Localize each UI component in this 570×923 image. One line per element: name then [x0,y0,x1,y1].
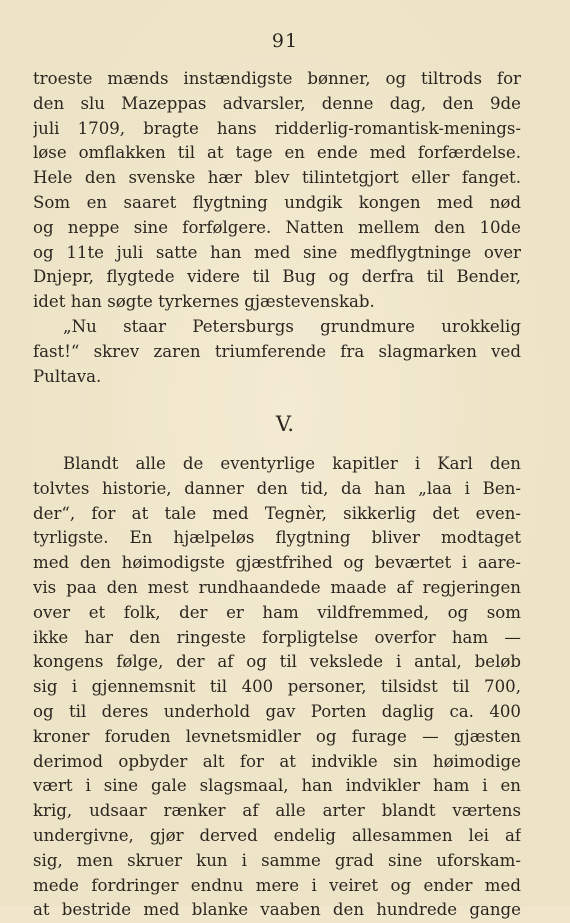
text-line: at bestride med blanke vaaben den hundrede gange [33,900,521,920]
page-number: 91 [271,30,299,52]
text-line: vært i sine gale slagsmaal, han indvikler ham i en [33,776,521,796]
text-line: tolvtes historie, danner den tid, da han „laa i Ben- [33,478,521,498]
paragraph-block-2 [33,452,521,923]
text-line: idet han søgte tyrkernes gjæstevenskab. [33,292,375,312]
text-line: Som en saaret flygtning undgik kongen med nød [33,192,521,212]
text-line: ikke har den ringeste forpligtelse overfor ham — [33,627,521,647]
text-line: og til deres underhold gav Porten daglig ca. 400 [33,701,521,721]
text-line: tyrligste. En hjælpeløs flygtning bliver modtaget [33,528,521,548]
text-line: krig, udsaar rænker af alle arter blandt værtens [33,801,521,821]
text-line: og 11te juli satte han med sine medflygtninge over [33,242,521,262]
text-line: kongens følge, der af og til vekslede i antal, beløb [33,652,521,672]
text-line: og neppe sine forfølgere. Natten mellem den 10de [33,217,521,237]
text-line: Hele den svenske hær blev tilintetgjort eller fanget. [33,168,521,188]
text-line: med den høimodigste gjæstfrihed og beværtet i aare- [33,553,521,573]
text-line: den slu Mazeppas advarsler, denne dag, den 9de [33,93,521,113]
text-line: kroner foruden levnetsmidler og furage — gjæsten [33,726,521,746]
text-line: mede fordringer endnu mere i veiret og ender med [33,875,521,895]
text-line: Pultava. [33,366,102,386]
text-line: troeste mænds instændigste bønner, og tiltrods for [33,69,521,88]
text-line: „Nu staar Petersburgs grundmure urokkelig [63,316,521,336]
text-line: sig, men skruer kun i samme grad sine uforskam- [33,850,521,870]
text-line: Blandt alle de eventyrlige kapitler i Karl den [63,454,521,473]
text-line: løse omflakken til at tage en ende med forfærdelse. [33,143,521,163]
text-line: juli 1709, bragte hans ridderlig-romantisk-menings- [33,118,521,138]
text-line: sig i gjennemsnit til 400 personer, tilsidst til 700, [33,677,521,697]
text-line: Dnjepr, flygtede videre til Bug og derfra til Bender, [33,267,521,287]
chapter-heading: V. [275,412,295,436]
paragraph-block-1 [33,67,521,389]
text-line: fast!“ skrev zaren triumferende fra slagmarken ved [33,341,521,361]
text-line: undergivne, gjør derved endelig allesammen lei af [33,825,521,845]
text-line: derimod opbyder alt for at indvikle sin høimodige [33,751,521,771]
text-line: vis paa den mest rundhaandede maade af regjeringen [33,577,521,597]
text-line: der“, for at tale med Tegnèr, sikkerlig det even- [33,503,521,523]
text-line: over et folk, der er ham vildfremmed, og som [33,602,521,622]
